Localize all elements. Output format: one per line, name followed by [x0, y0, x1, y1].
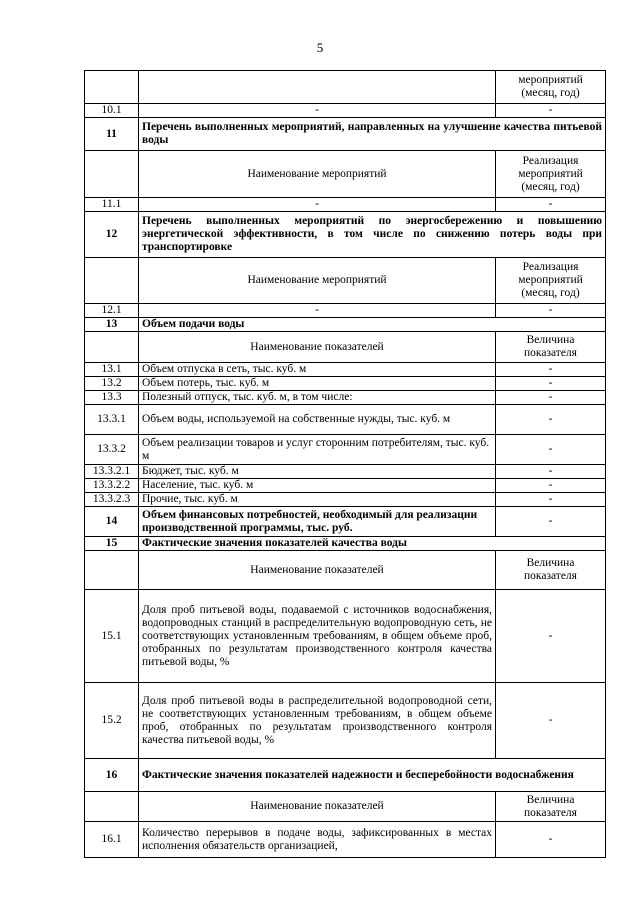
row-name: Объем отпуска в сеть, тыс. куб. м [139, 363, 496, 377]
column-header-implementation: Реализация мероприятий (месяц, год) [496, 258, 606, 304]
row-value: - [496, 822, 606, 858]
column-header-name: Наименование мероприятий [139, 258, 496, 304]
table-row [85, 590, 606, 683]
section-number: 14 [85, 507, 139, 537]
cell-empty [85, 551, 139, 590]
row-name: Объем реализации товаров и услуг сторонним потребителям, тыс. куб. м [139, 435, 496, 465]
table-row [85, 198, 606, 212]
section-title: Фактические значения показателей надежности и бесперебойности водоснабжения [139, 759, 606, 792]
table-row [85, 363, 606, 377]
row-name: Доля проб питьевой воды в распределительной водопроводной сети, не соответствующих установленным требованиям, в общем объеме проб, отобранных по результатам производственного контроля качества питьевой воды, % [139, 683, 496, 759]
row-number: 13.3.2.1 [85, 465, 139, 479]
table-row [85, 683, 606, 759]
row-number: 15.1 [85, 590, 139, 683]
section-title: Объем финансовых потребностей, необходимый для реализации производственной программы, тыс. руб. [139, 507, 496, 537]
program-table [84, 70, 606, 858]
section-title: Фактические значения показателей качества воды [139, 537, 606, 551]
cell-empty [85, 792, 139, 822]
section-number: 12 [85, 212, 139, 258]
section-row [85, 759, 606, 792]
row-value: - [496, 493, 606, 507]
row-number: 13.3 [85, 391, 139, 405]
table-row [85, 435, 606, 465]
table-row [85, 465, 606, 479]
row-value: - [496, 465, 606, 479]
row-value: - [496, 377, 606, 391]
column-header-name: Наименование показателей [139, 551, 496, 590]
section-number: 15 [85, 537, 139, 551]
section-title: Перечень выполненных мероприятий, направленных на улучшение качества питьевой воды [139, 118, 606, 151]
row-value: - [496, 363, 606, 377]
row-name: Бюджет, тыс. куб. м [139, 465, 496, 479]
section-row [85, 118, 606, 151]
header-row [85, 792, 606, 822]
table-row [85, 493, 606, 507]
row-number: 16.1 [85, 822, 139, 858]
section-number: 13 [85, 318, 139, 332]
row-value: - [496, 405, 606, 435]
row-name: Количество перерывов в подаче воды, зафиксированных в местах исполнения обязательств организацией, [139, 822, 496, 858]
cell-empty [85, 71, 139, 104]
section-row [85, 318, 606, 332]
row-name: Доля проб питьевой воды, подаваемой с источников водоснабжения, водопроводных станций в распределительную водопроводную сеть, не соответствующих установленным требованиям, в общем объеме проб, отобранных по результатам производственного контроля качества питьевой воды, % [139, 590, 496, 683]
row-name: - [139, 198, 496, 212]
cell-empty [85, 258, 139, 304]
row-value: - [496, 507, 606, 537]
row-name: Полезный отпуск, тыс. куб. м, в том числе: [139, 391, 496, 405]
table-row [85, 391, 606, 405]
cell-empty [139, 71, 496, 104]
section-row [85, 212, 606, 258]
column-header-name: Наименование показателей [139, 332, 496, 363]
table-row [85, 304, 606, 318]
column-header-value: Величина показателя [496, 332, 606, 363]
section-row [85, 537, 606, 551]
row-value: - [496, 435, 606, 465]
column-header-name: Наименование мероприятий [139, 151, 496, 198]
row-value: - [496, 479, 606, 493]
header-row [85, 551, 606, 590]
row-number: 13.1 [85, 363, 139, 377]
row-number: 13.3.2.3 [85, 493, 139, 507]
table-row [85, 104, 606, 118]
cell-empty [85, 332, 139, 363]
row-name: Объем воды, используемой на собственные нужды, тыс. куб. м [139, 405, 496, 435]
table-row [85, 71, 606, 104]
row-number: 13.2 [85, 377, 139, 391]
column-header-value: Величина показателя [496, 792, 606, 822]
row-number: 10.1 [85, 104, 139, 118]
column-header-value: Величина показателя [496, 551, 606, 590]
column-header-implementation: мероприятий (месяц, год) [496, 71, 606, 104]
row-number: 12.1 [85, 304, 139, 318]
row-value: - [496, 104, 606, 118]
section-row [85, 507, 606, 537]
section-number: 16 [85, 759, 139, 792]
row-value: - [496, 198, 606, 212]
header-row [85, 258, 606, 304]
row-name: Прочие, тыс. куб. м [139, 493, 496, 507]
header-row [85, 332, 606, 363]
cell-empty [85, 151, 139, 198]
header-row [85, 151, 606, 198]
table-row [85, 822, 606, 858]
row-name: Население, тыс. куб. м [139, 479, 496, 493]
row-value: - [496, 590, 606, 683]
row-name: - [139, 304, 496, 318]
row-number: 13.3.1 [85, 405, 139, 435]
row-number: 11.1 [85, 198, 139, 212]
table-row [85, 377, 606, 391]
row-number: 13.3.2 [85, 435, 139, 465]
page-number: 5 [316, 40, 324, 55]
section-number: 11 [85, 118, 139, 151]
column-header-implementation: Реализация мероприятий (месяц, год) [496, 151, 606, 198]
row-value: - [496, 391, 606, 405]
section-title: Перечень выполненных мероприятий по энергосбережению и повышению энергетической эффективности, в том числе по снижению потерь воды при транспортировке [139, 212, 606, 258]
table-row [85, 405, 606, 435]
row-value: - [496, 304, 606, 318]
section-title: Объем подачи воды [139, 318, 606, 332]
column-header-name: Наименование показателей [139, 792, 496, 822]
row-name: Объем потерь, тыс. куб. м [139, 377, 496, 391]
table-row [85, 479, 606, 493]
row-number: 15.2 [85, 683, 139, 759]
row-value: - [496, 683, 606, 759]
row-number: 13.3.2.2 [85, 479, 139, 493]
row-name: - [139, 104, 496, 118]
